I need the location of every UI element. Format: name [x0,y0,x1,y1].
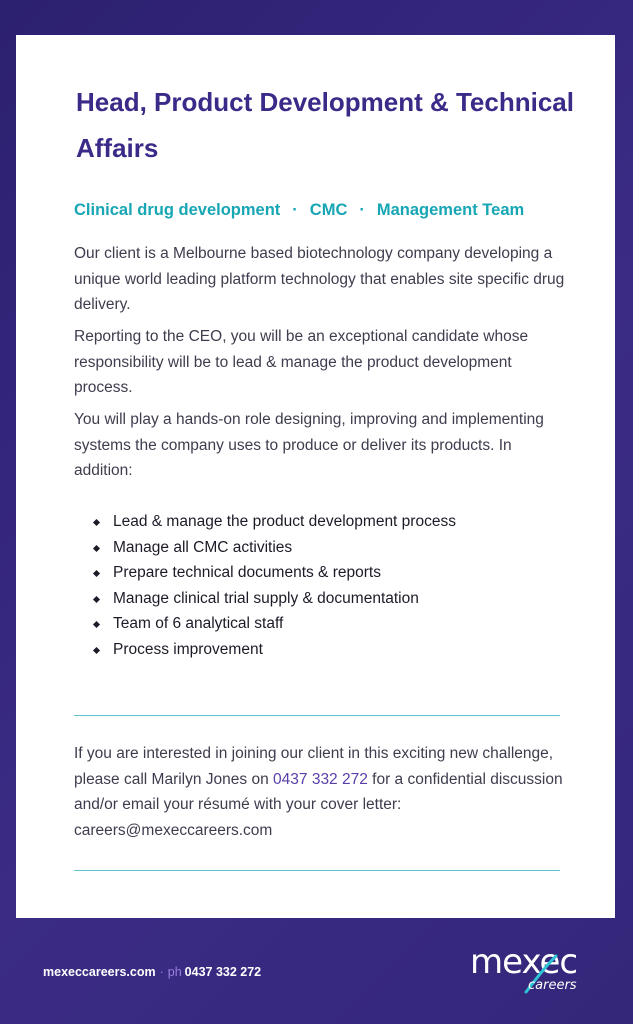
mexec-logo [470,942,594,998]
responsibilities-list [94,509,456,663]
tag-clinical: Clinical drug development [74,201,281,219]
bullet-icon [93,570,100,577]
footer-phone-label: ph [167,965,182,979]
reporting-paragraph: Reporting to the CEO, you will be an exceptional candidate whose responsibility will be to lead & manage the product development process. [74,328,529,396]
tag-management: Management Team [376,201,525,219]
tag-cmc: CMC [309,201,348,219]
bullet-icon [93,647,100,654]
list-item: Manage clinical trial supply & documentation [94,586,456,612]
footer-website-link[interactable]: mexeccareers.com [43,965,156,979]
divider [74,715,560,716]
footer-contact [43,965,261,979]
role-paragraph: You will play a hands-on role designing, improving and implementing systems the company uses to produce or deliver its products. In addition: [74,411,544,479]
list-item: Prepare technical documents & reports [94,560,456,586]
job-title: Head, Product Development & Technical Affairs [76,87,574,163]
footer-separator: · [159,965,164,979]
contact-paragraph: If you are interested in joining our client in this exciting new challenge, please call Marilyn Jones on 0437 332 272 for a confidential discussion and/or email your résumé with your cover letter: careers@mexeccareers.com [74,745,563,839]
list-item: Process improvement [94,637,456,663]
logo-subtitle: careers [528,978,577,993]
list-item: Lead & manage the product development process [94,509,456,535]
job-ad-card [16,35,615,918]
logo-wordmark: mexec [470,942,578,982]
bullet-icon [93,519,100,526]
divider [74,870,560,871]
bullet-icon [93,545,100,552]
job-tags [74,201,594,220]
list-item: Manage all CMC activities [94,535,456,561]
intro-paragraph: Our client is a Melbourne based biotechnology company developing a unique world leading platform technology that enables site specific drug delivery. [74,245,565,313]
contact-phone-link[interactable]: 0437 332 272 [273,770,368,788]
bullet-icon [93,621,100,628]
tag-separator: · [359,201,365,219]
list-item: Team of 6 analytical staff [94,611,456,637]
footer-phone-link[interactable]: 0437 332 272 [184,965,262,979]
tag-separator: · [292,201,298,219]
bullet-icon [93,596,100,603]
